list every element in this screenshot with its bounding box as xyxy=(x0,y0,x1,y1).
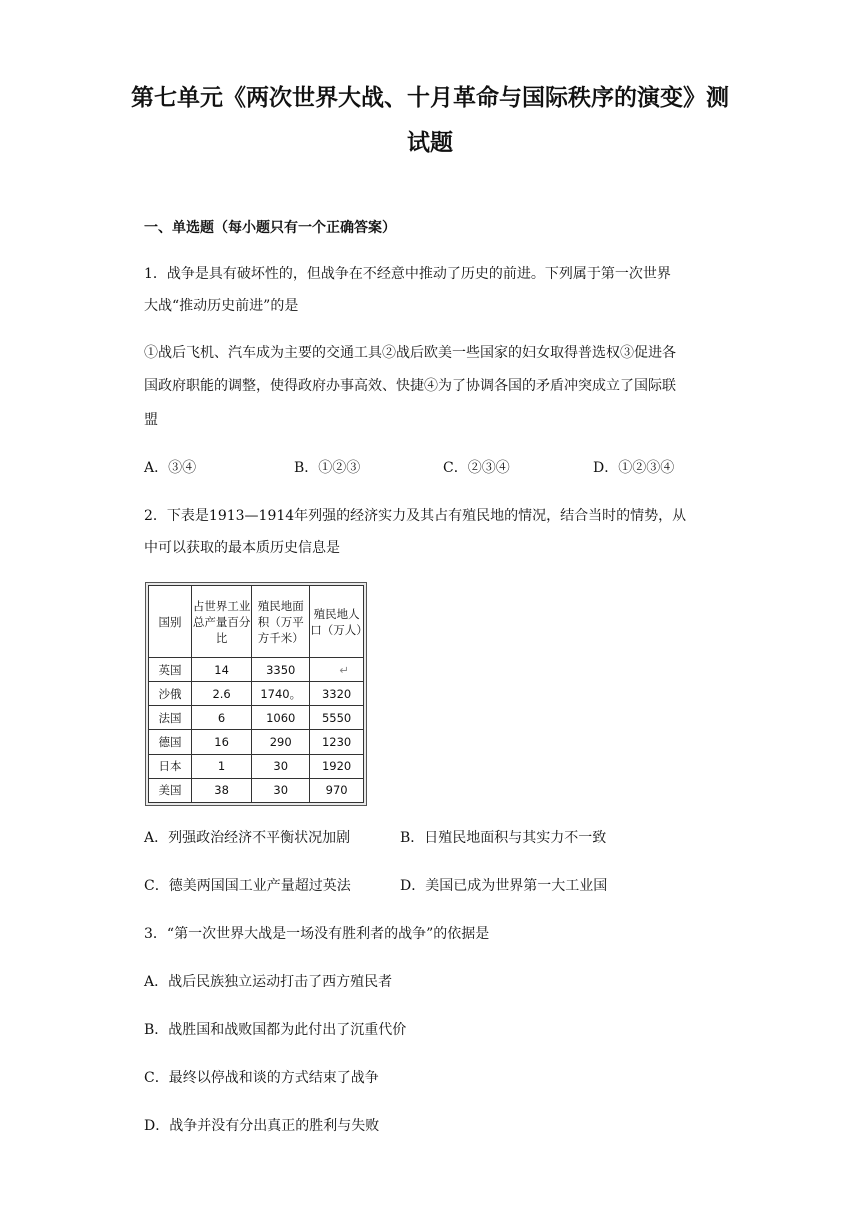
table-cell: 38 xyxy=(192,778,252,802)
table-cell: 1920 xyxy=(310,754,364,778)
table-row xyxy=(149,730,364,754)
q1-stem-line1: 1．战争是具有破坏性的，但战争在不经意中推动了历史的前进。下列属于第一次世界 xyxy=(144,266,671,282)
table-cell: 3350 xyxy=(252,658,310,682)
q2-option-a: A．列强政治经济不平衡状况加剧 xyxy=(144,830,351,846)
q2-stem-line1: 2．下表是1913—1914年列强的经济实力及其占有殖民地的情况，结合当时的情势，从 xyxy=(144,508,687,524)
table-cell: 14 xyxy=(192,658,252,682)
table-cell: 3320 xyxy=(310,682,364,706)
table-cell: 德国 xyxy=(149,730,192,754)
table-header-row xyxy=(149,586,364,658)
table-row xyxy=(149,682,364,706)
q2-option-d: D．美国已成为世界第一大工业国 xyxy=(400,878,608,894)
colonies-table-image xyxy=(145,582,367,806)
table-cell: 30 xyxy=(252,778,310,802)
table-cell: 6 xyxy=(192,706,252,730)
page-title-line2: 试题 xyxy=(407,130,453,156)
table-cell: 2.6 xyxy=(192,682,252,706)
table-cell: 美国 xyxy=(149,778,192,802)
table-cell: 沙俄 xyxy=(149,682,192,706)
table-cell: 英国 xyxy=(149,658,192,682)
header-industrial-share: 占世界工业总产量百分比 xyxy=(192,586,252,658)
q1-option-d: D．①②③④ xyxy=(593,460,675,476)
q2-stem-line2: 中可以获取的最本质历史信息是 xyxy=(144,540,340,556)
table-cell: 1230 xyxy=(310,730,364,754)
q1-info-line2: 国政府职能的调整，使得政府办事高效、快捷④为了协调各国的矛盾冲突成立了国际联 xyxy=(144,378,676,394)
q3-option-b: B．战胜国和战败国都为此付出了沉重代价 xyxy=(144,1022,407,1038)
q1-option-b: B．①②③ xyxy=(294,460,361,476)
table-cell: 30 xyxy=(252,754,310,778)
table-row xyxy=(149,706,364,730)
table-row xyxy=(149,658,364,682)
table-cell: 5550 xyxy=(310,706,364,730)
q1-info-line1: ①战后飞机、汽车成为主要的交通工具②战后欧美一些国家的妇女取得普选权③促进各 xyxy=(144,345,676,361)
q2-option-b: B．日殖民地面积与其实力不一致 xyxy=(400,830,607,846)
q2-option-c: C．德美两国国工业产量超过英法 xyxy=(144,878,351,894)
table-cell: 290 xyxy=(252,730,310,754)
q1-option-c: C．②③④ xyxy=(443,460,510,476)
table-row xyxy=(149,778,364,802)
table-cell: 日本 xyxy=(149,754,192,778)
table-cell: ↵ xyxy=(310,658,364,682)
table-cell: 1 xyxy=(192,754,252,778)
header-colony-population: 殖民地人口（万人） xyxy=(310,586,364,658)
q1-stem-line2: 大战“推动历史前进”的是 xyxy=(144,298,299,314)
table-cell: 1060 xyxy=(252,706,310,730)
section-heading: 一、单选题（每小题只有一个正确答案） xyxy=(144,220,396,236)
q1-option-a: A．③④ xyxy=(144,460,197,476)
table-cell: 970 xyxy=(310,778,364,802)
table-cell: 16 xyxy=(192,730,252,754)
q1-info-line3: 盟 xyxy=(144,412,158,428)
table-cell: 1740。 xyxy=(252,682,310,706)
table-row xyxy=(149,754,364,778)
q3-option-a: A．战后民族独立运动打击了西方殖民者 xyxy=(144,974,393,990)
q3-option-c: C．最终以停战和谈的方式结束了战争 xyxy=(144,1070,379,1086)
colonies-table xyxy=(148,585,368,803)
header-country: 国别 xyxy=(149,586,192,658)
header-colony-area: 殖民地面积（万平方千米） xyxy=(252,586,310,658)
q3-stem: 3．“第一次世界大战是一场没有胜利者的战争”的依据是 xyxy=(144,926,490,942)
table-cell: 法国 xyxy=(149,706,192,730)
q3-option-d: D．战争并没有分出真正的胜利与失败 xyxy=(144,1118,380,1134)
page-title-line1: 第七单元《两次世界大战、十月革命与国际秩序的演变》测 xyxy=(131,85,729,111)
